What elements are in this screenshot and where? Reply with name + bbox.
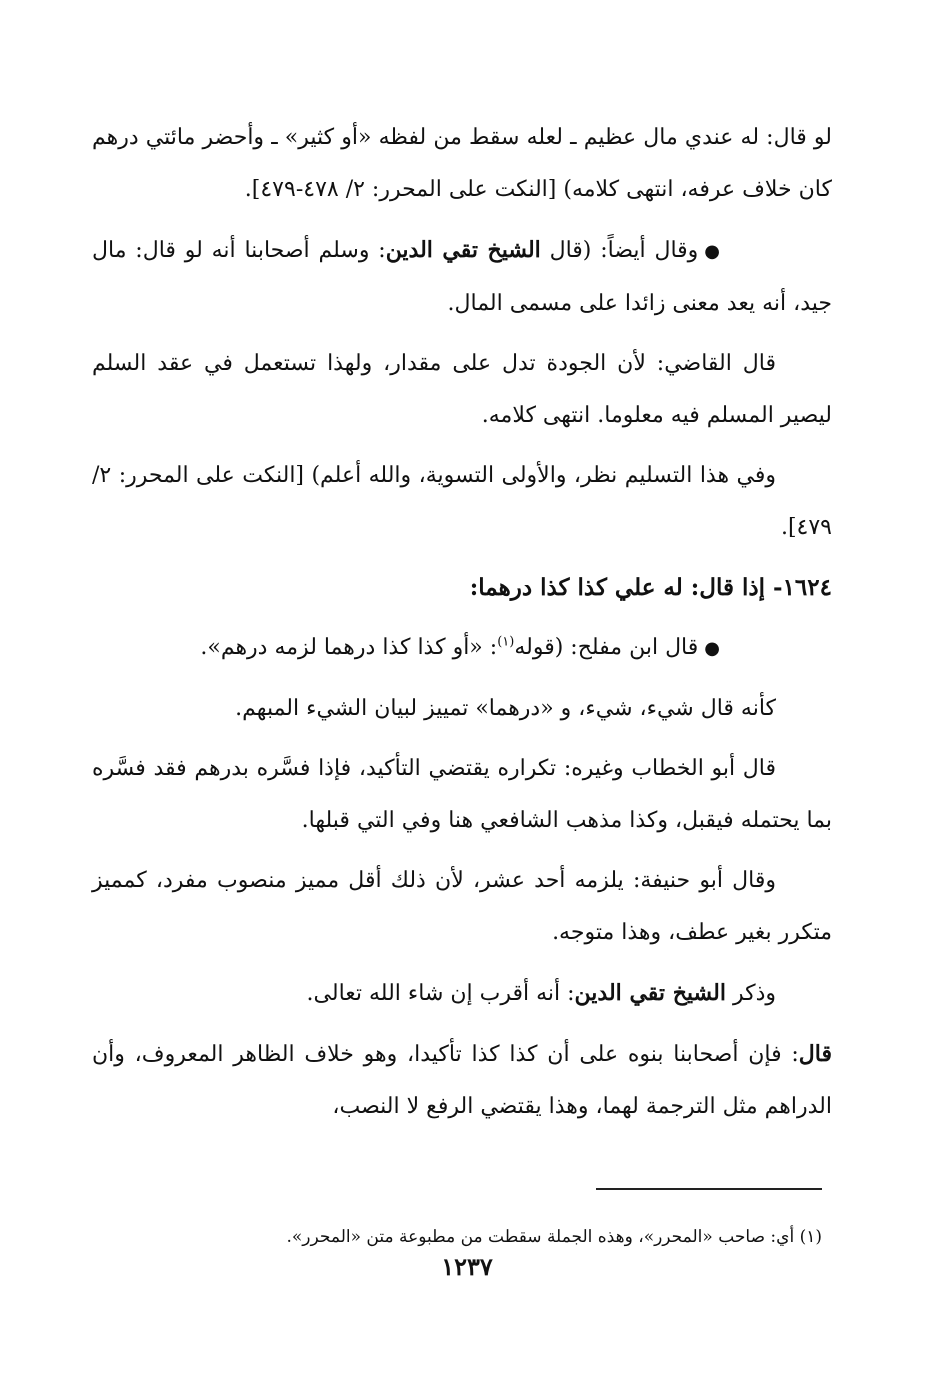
paragraph-9 — [92, 967, 832, 1020]
paragraph-3: قال القاضي: لأن الجودة تدل على مقدار، ولهذا تستعمل في عقد السلم ليصير المسلم فيه معلوما. انتهى كلامه. — [92, 351, 832, 428]
paragraph-5-text-b: : «أو كذا كذا درهما لزمه درهم». — [200, 635, 498, 660]
paragraph-8: وقال أبو حنيفة: يلزمه أحد عشر، لأن ذلك أقل مميز منصوب مفرد، كمميز متكرر بغير عطف، وهذا متوجه. — [92, 868, 832, 945]
paragraph-4: وفي هذا التسليم نظر، والأولى التسوية، والله أعلم) [النكت على المحرر: ٢/ ٤٧٩]. — [92, 463, 832, 540]
paragraph-10-bold-word: قال — [798, 1041, 832, 1067]
bullet-icon: ● — [704, 638, 720, 659]
paragraph-9-text-a: وذكر — [725, 981, 776, 1006]
paragraph-5-text-a: قال ابن مفلح: (قوله — [514, 635, 699, 660]
paragraph-10 — [92, 1028, 832, 1133]
paragraph-5 — [92, 622, 832, 675]
paragraph-7: قال أبو الخطاب وغيره: تكراره يقتضي التأكيد، فإذا فسَّره بدرهم فقد فسَّره بما يحتمله فيقبل، وكذا مذهب الشافعي هنا وفي التي قبلها. — [92, 756, 832, 833]
main-text — [92, 112, 832, 1141]
paragraph-9-bold-name: الشيخ تقي الدين — [574, 980, 726, 1006]
paragraph-2-text-a: وقال أيضاً: (قال — [540, 238, 699, 263]
page-number: ١٢٣٧ — [441, 1252, 493, 1281]
paragraph-2-text-b: : وسلم أصحابنا أنه لو قال: مال جيد، أنه يعد معنى زائدا على مسمى المال. — [92, 238, 832, 316]
paragraph-1: لو قال: له عندي مال عظيم ـ لعله سقط من لفظه «أو كثير» ـ وأحضر مائتي درهم كان خلاف عرفه، انتهى كلامه) [النكت على المحرر: ٢/ ٤٧٨-٤٧٩]. — [92, 125, 832, 202]
bullet-icon: ● — [704, 241, 721, 262]
paragraph-6: كأنه قال شيء، شيء، و «درهما» تمييز لبيان الشيء المبهم. — [235, 696, 776, 721]
footnote: (١) أي: صاحب «المحرر»، وهذه الجملة سقطت من مطبوعة متن «المحرر». — [286, 1227, 822, 1247]
paragraph-9-text-b: : أنه أقرب إن شاء الله تعالى. — [306, 981, 575, 1006]
footnote-divider — [596, 1188, 822, 1190]
section-heading: ١٦٢٤- إذا قال: له علي كذا كذا درهما: — [469, 574, 832, 601]
paragraph-10-text: : فإن أصحابنا بنوه على أن كذا كذا تأكيدا، وهو خلاف الظاهر المعروف، وأن الدراهم مثل الترجمة لهما، وهذا يقتضي الرفع لا النصب، — [92, 1042, 832, 1119]
paragraph-2 — [92, 224, 832, 330]
paragraph-2-bold-name: الشيخ تقي الدين — [385, 237, 541, 263]
footnote-reference: (١) — [497, 634, 515, 650]
